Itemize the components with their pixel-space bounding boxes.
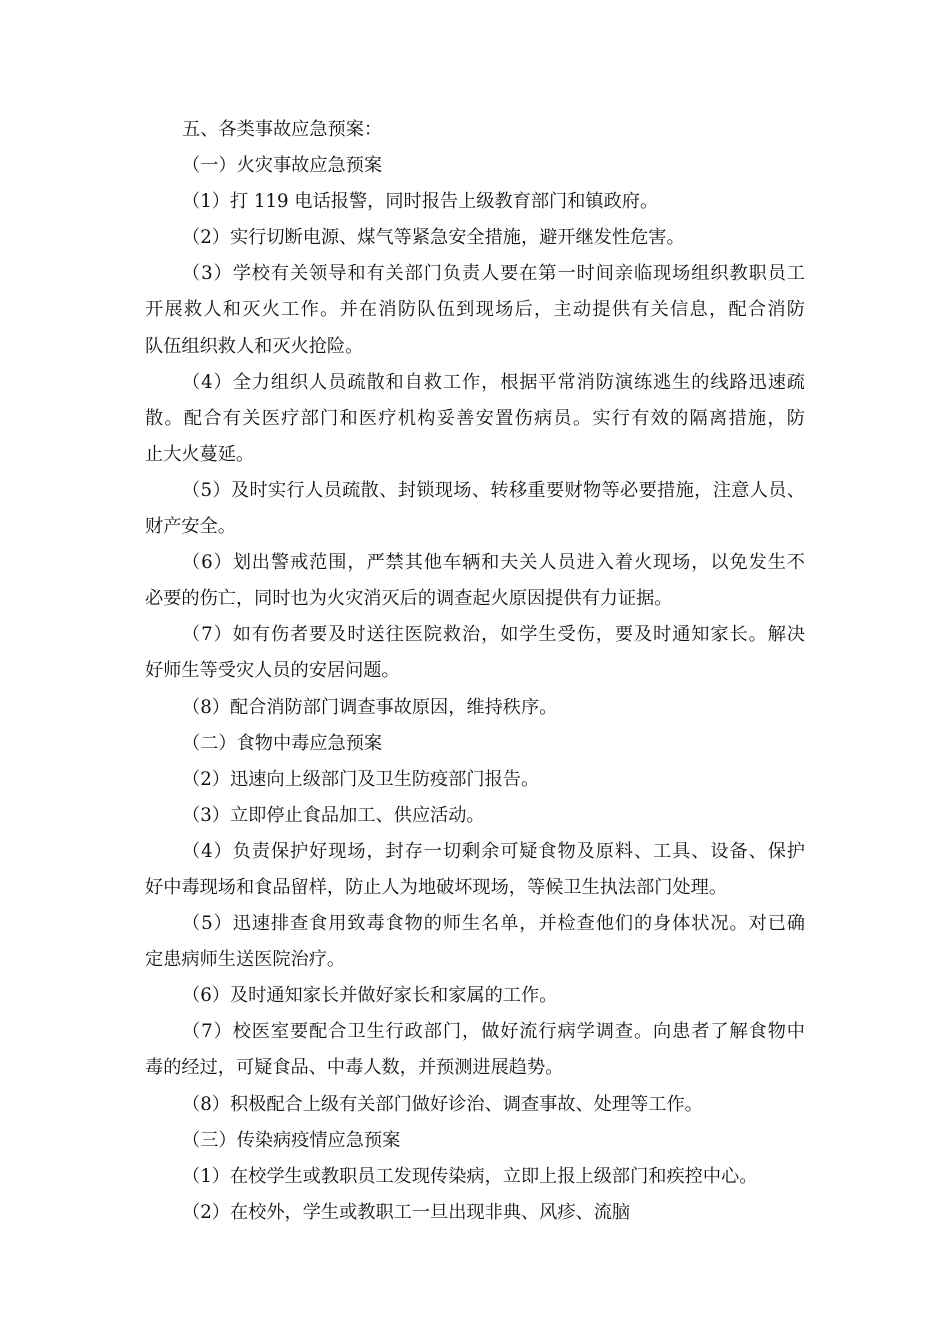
text-line: （1）在校学生或教职员工发现传染病，立即上报上级部门和疾控中心。 — [182, 1165, 758, 1187]
text-line: （2）在校外，学生或教职工一旦出现非典、风疹、流脑 — [182, 1201, 631, 1223]
text-line: （4）负责保护好现场，封存一切剩余可疑食物及原料、工具、设备、保护 — [182, 840, 805, 862]
text-line: （三）传染病疫情应急预案 — [182, 1129, 401, 1151]
text-line: （2）实行切断电源、煤气等紧急安全措施，避开继发性危害。 — [182, 227, 685, 249]
text-line: 好中毒现场和食品留样，防止人为地破坏现场，等候卫生执法部门处理。 — [145, 876, 728, 898]
text-line: 定患病师生送医院治疗。 — [145, 949, 346, 971]
text-line: 好师生等受灾人员的安居问题。 — [145, 660, 400, 682]
text-line: （1）打 119 电话报警，同时报告上级教育部门和镇政府。 — [182, 191, 659, 213]
text-line: 止大火蔓延。 — [145, 443, 255, 465]
text-line: 散。配合有关医疗部门和医疗机构妥善安置伤病员。实行有效的隔离措施，防 — [145, 407, 805, 429]
text-line: 毒的经过，可疑食品、中毒人数，并预测进展趋势。 — [145, 1057, 564, 1079]
text-line: （6）划出警戒范围，严禁其他车辆和夫关人员进入着火现场，以免发生不 — [182, 552, 805, 574]
text-line: 必要的伤亡，同时也为火灾消灭后的调查起火原因提供有力证据。 — [145, 588, 673, 610]
text-line: （3）学校有关领导和有关部门负责人要在第一时间亲临现场组织教职员工 — [182, 263, 805, 285]
text-line: （8）配合消防部门调查事故原因，维持秩序。 — [182, 696, 558, 718]
text-line: （2）迅速向上级部门及卫生防疫部门报告。 — [182, 768, 540, 790]
text-line: （7）如有伤者要及时送往医院救治，如学生受伤，要及时通知家长。解决 — [182, 624, 805, 646]
text-line: （3）立即停止食品加工、供应活动。 — [182, 804, 485, 826]
text-line: （6）及时通知家长并做好家长和家属的工作。 — [182, 985, 558, 1007]
text-line: （二）食物中毒应急预案 — [182, 732, 383, 754]
text-line: （一）火灾事故应急预案 — [182, 155, 383, 177]
text-line: （8）积极配合上级有关部门做好诊治、调查事故、处理等工作。 — [182, 1093, 703, 1115]
text-line: 开展救人和灭火工作。并在消防队伍到现场后，主动提供有关信息，配合消防 — [145, 299, 805, 321]
text-line: （5）迅速排查食用致毒食物的师生名单，并检查他们的身体状况。对已确 — [182, 913, 805, 935]
text-line: （4）全力组织人员疏散和自救工作，根据平常消防演练逃生的线路迅速疏 — [182, 371, 805, 393]
text-line: （7）校医室要配合卫生行政部门，做好流行病学调查。向患者了解食物中 — [182, 1021, 805, 1043]
text-line: （5）及时实行人员疏散、封锁现场、转移重要财物等必要措施，注意人员、 — [182, 479, 805, 501]
text-line: 队伍组织救人和灭火抢险。 — [145, 335, 364, 357]
text-line: 五、各类事故应急预案： — [182, 119, 383, 140]
document-body — [145, 112, 805, 1231]
text-line: 财产安全。 — [145, 516, 236, 538]
